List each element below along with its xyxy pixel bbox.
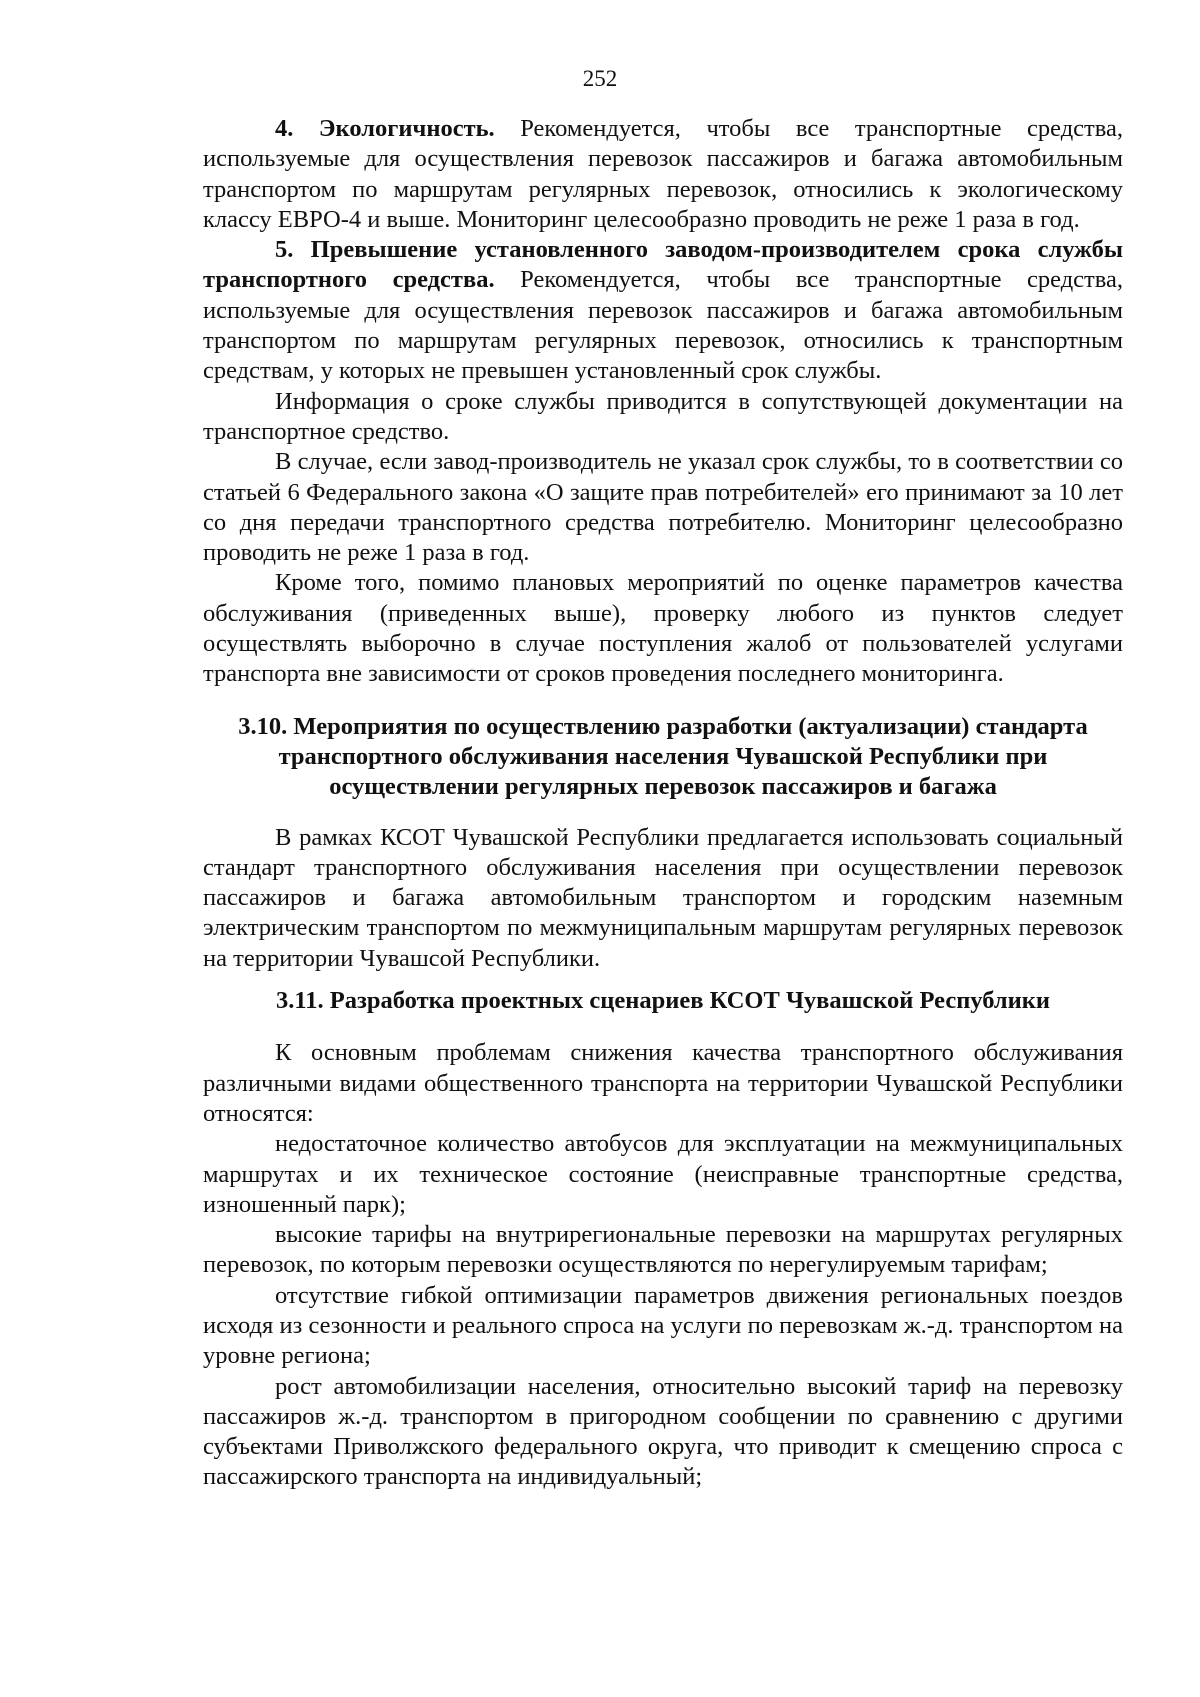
paragraph-service-life-heading: 5. Превышение установленного заводом-производителем срока службы транспортного средства. <box>203 236 1123 294</box>
list-item-motorization-growth: рост автомобилизации населения, относительно высокий тариф на перевозку пассажиров ж.-д. транспортом в пригородном сообщении по сравнению с другими субъектами Приволжского федерального округа, что приводит к смещению спроса с пассажирского транспорта на индивидуальный; <box>203 1372 1123 1491</box>
paragraph-service-life-info: Информация о сроке службы приводится в сопутствующей документации на транспортное средство. <box>203 387 1123 445</box>
paragraph-ecology-text: Рекомендуется, чтобы все транспортные средства, используемые для осуществления перевозок пассажиров и багажа автомобильным транспортом по маршрутам регулярных перевозок, относились к экологическому классу ЕВРО-4 и выше. Мониторинг целесообразно проводить не реже 1 раза в год. <box>203 115 1124 233</box>
paragraph-ecology-heading: 4. Экологичность. <box>275 115 495 142</box>
list-item-high-tariffs: высокие тарифы на внутрирегиональные перевозки на маршрутах регулярных перевозок, по которым перевозки осуществляются по нерегулируемым тарифам; <box>203 1221 1123 1279</box>
paragraph-manufacturer-case: В случае, если завод-производитель не указал срок службы, то в соответствии со статьей 6 Федерального закона «О защите прав потребителей» его принимают за 10 лет со дня передачи транспортного средства потребителю. Мониторинг целесообразно проводить не реже 1 раза в год. <box>203 448 1123 567</box>
paragraph-service-life <box>203 235 1123 386</box>
paragraph-ksot-standard: В рамках КСОТ Чувашской Республики предлагается использовать социальный стандарт транспортного обслуживания населения при осуществлении перевозок пассажиров и багажа автомобильным транспортом и городским наземным электрическим транспортом по межмуниципальным маршрутам регулярных перевозок на территории Чувашсой Республики. <box>203 823 1123 972</box>
section-heading-3-11: 3.11. Разработка проектных сценариев КСОТ Чувашской Республики <box>276 987 1050 1015</box>
document-body <box>203 114 1123 1493</box>
paragraph-main-problems: К основным проблемам снижения качества транспортного обслуживания различными видами общественного транспорта на территории Чувашской Республики относятся: <box>203 1039 1123 1127</box>
page-number: 252 <box>582 66 618 91</box>
paragraph-selective-check: Кроме того, помимо плановых мероприятий по оценке параметров качества обслуживания (приведенных выше), проверку любого из пунктов следует осуществлять выборочно в случае поступления жалоб от пользователей услугами транспорта вне зависимости от сроков проведения последнего мониторинга. <box>203 569 1123 688</box>
paragraph-ecology <box>203 114 1123 235</box>
paragraph-service-life-text: Рекомендуется, чтобы все транспортные средства, используемые для осуществления перевозок пассажиров и багажа автомобильным транспортом по маршрутам регулярных перевозок, относились к транспортным средствам, у которых не превышен установленный срок службы. <box>203 266 1123 385</box>
list-item-bus-shortage: недостаточное количество автобусов для эксплуатации на межмуниципальных маршрутах и их техническое состояние (неисправные транспортные средства, изношенный парк); <box>203 1130 1123 1218</box>
list-item-train-optimization: отсутствие гибкой оптимизации параметров движения региональных поездов исходя из сезонности и реального спроса на услуги по перевозкам ж.-д. транспортом на уровне региона; <box>203 1281 1123 1370</box>
section-heading-3-10: 3.10. Мероприятия по осуществлению разработки (актуализации) стандарта транспортного обслуживания населения Чувашской Республики при осуществлении регулярных перевозок пассажиров и багажа <box>238 712 1088 801</box>
